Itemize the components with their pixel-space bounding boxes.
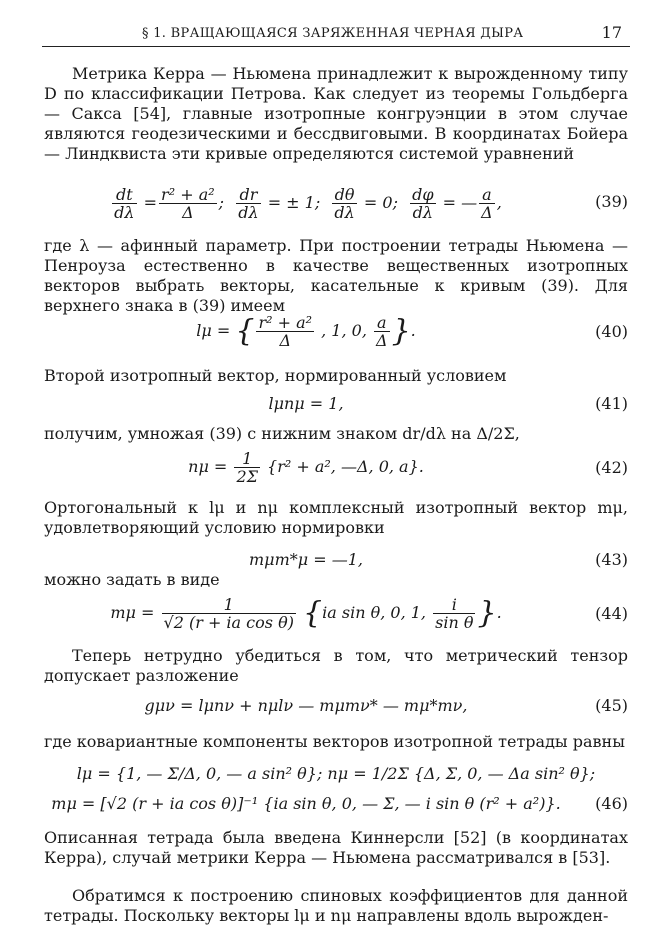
equation-number: (46)	[595, 794, 628, 813]
fraction: $\frac{d\varphi}{d\lambda}$	[412, 185, 434, 222]
equation-number: (43)	[595, 550, 628, 569]
fraction: $\frac{dt}{d\lambda}$	[114, 185, 135, 222]
paragraph-3: Второй изотропный вектор, нормированный условием	[44, 366, 507, 385]
paragraph-6: можно задать в виде	[44, 570, 220, 589]
equation-42: nμ = $\frac{1}{2\Sigma}$ {r² + a², —Δ, 0, a}. (42)	[188, 449, 628, 486]
equation-45: gμν = lμnν + nμlν — mμmν* — mμ*mν, (45)	[144, 696, 628, 715]
fraction: $\frac{\text{r² + a²}}{\Delta}$	[161, 185, 215, 222]
paragraph-5: Ортогональный к lμ и nμ комплексный изотропный вектор mμ, удовлетворяющий условию нормировки	[44, 498, 628, 537]
page-number: 17	[601, 23, 622, 42]
equation-41: lμnμ = 1, (41)	[268, 394, 628, 413]
equation-number: (44)	[595, 604, 628, 623]
equation-number: (42)	[595, 458, 628, 477]
equation-39: $\frac{dt}{d\lambda}$ = $\frac{\text{r² + a²}}{\Delta}$ ; $\frac{dr}{d\lambda}$ = ± 1; $\frac{d\theta}{d\lambda}$ = 0; $\frac{d\varphi}{d\lambda}$ = — $\frac{a}{\Delta}$ , (39)	[114, 185, 628, 222]
paragraph-2: где λ — афинный параметр. При построении тетрады Ньюмена — Пенроуза естественно в качестве вещественных изотропных векторов выбрать векторы, касательные к кривым (39). Для верхнего знака в (39) имеем	[44, 236, 628, 315]
paragraph-10: Обратимся к построению спиновых коэффициентов для данной тетрады. Поскольку векторы lμ и nμ направлены вдоль вырожден-	[44, 886, 628, 925]
paragraph-7: Теперь нетрудно убедиться в том, что метрический тензор допускает разложение	[44, 646, 628, 685]
paragraph-1: Метрика Керра — Ньюмена принадлежит к вырожденному типу D по классификации Петрова. Как следует из теоремы Гольдберга — Сакса [54], главные изотропные конгруэнции в этом случае являются геодезическими и бессдвиговыми. В координатах Бойера — Линдквиста эти кривые определяются системой уравнений	[44, 64, 628, 163]
equation-number: (45)	[595, 696, 628, 715]
fraction: $\frac{a}{\Delta}$	[481, 185, 493, 222]
equation-43: mμm*μ = —1, (43)	[249, 550, 628, 569]
running-header	[42, 22, 630, 47]
paragraph-8: где ковариантные компоненты векторов изотропной тетрады равны	[44, 732, 625, 751]
equation-44: mμ = $\frac{1}{\text{√2 (r + ia cos θ)}}$ {ia sin θ, 0, 1, $\frac{i}{\text{sin θ}}$ }. (44)	[110, 595, 628, 632]
equation-40: lμ = { $\frac{\text{r² + a²}}{\Delta}$ , 1, 0, $\frac{a}{\Delta}$ }. (40)	[196, 313, 628, 350]
equation-46-line2: mμ = [√2 (r + ia cos θ)]⁻¹ {ia sin θ, 0, — Σ, — i sin θ (r² + a²)}. (46)	[51, 794, 628, 813]
paragraph-4: получим, умножая (39) с нижним знаком dr/dλ на Δ/2Σ,	[44, 424, 520, 443]
paragraph-9: Описанная тетрада была введена Киннерсли [52] (в координатах Керра), случай метрики Керра — Ньюмена рассматривался в [53].	[44, 828, 628, 867]
fraction: $\frac{d\theta}{d\lambda}$	[334, 185, 355, 222]
equation-number: (39)	[595, 192, 628, 211]
equation-46-line1: lμ = {1, — Σ/Δ, 0, — a sin² θ}; nμ = 1/2Σ {Δ, Σ, 0, — Δa sin² θ};	[76, 764, 596, 783]
equation-number: (41)	[595, 394, 628, 413]
equation-number: (40)	[595, 322, 628, 341]
fraction: $\frac{dr}{d\lambda}$	[238, 185, 259, 222]
header-title: § 1. ВРАЩАЮЩАЯСЯ ЗАРЯЖЕННАЯ ЧЕРНАЯ ДЫРА	[142, 26, 524, 41]
